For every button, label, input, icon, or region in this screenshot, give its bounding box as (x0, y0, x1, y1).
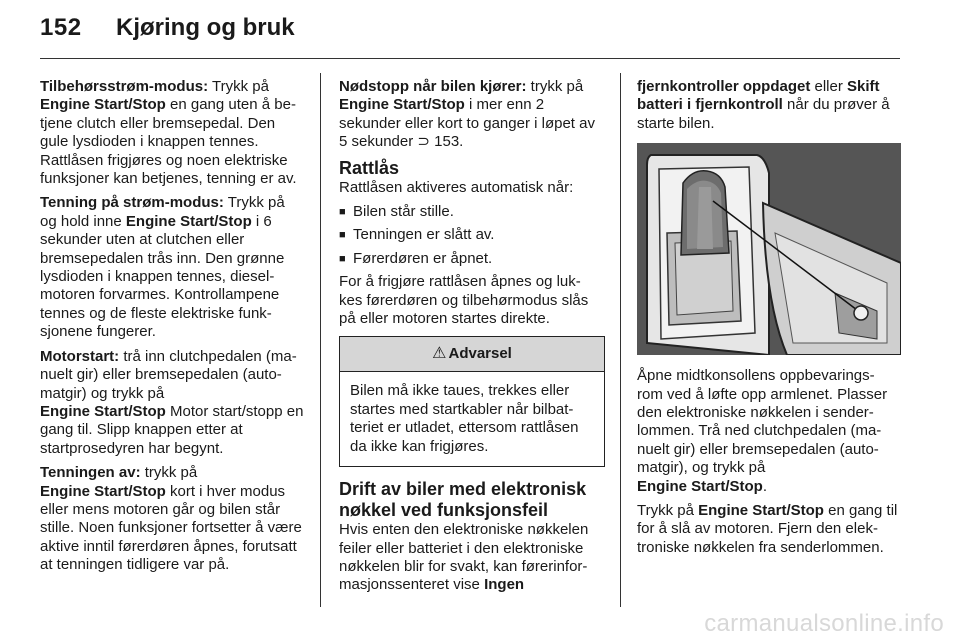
accessory-mode-paragraph: Tilbehørsstrøm-modus: Trykk på Engine Start/Stop en gang uten å be- tjene clutch eller bremsepedal. Den gule lysdioden i knappen tennes. Rattlåsen frigjøres og noen elektriske funksjoner kan betjenes, tenning er av. (40, 78, 297, 188)
engine-start-stop-label: Engine Start/Stop (40, 402, 166, 420)
engine-start-stop-label: Engine Start/Stop (339, 96, 465, 114)
engine-start-stop-label: Engine Start/Stop (698, 502, 824, 520)
page-reference-link[interactable]: 153. (429, 133, 464, 151)
emergency-stop-paragraph: Nødstopp når bilen kjører: trykk på Engine Start/Stop i mer enn 2 sekunder eller kort to ganger i løpet av 5 sekunder ⊃ 153. (339, 78, 595, 151)
warning-box (339, 336, 605, 467)
warning-text: Bilen må ikke taues, trekkes eller startes med startkabler når bilbat- teriet er utladet, ettersom rattlåsen da ikke kan frigjøres. (350, 382, 579, 455)
list-item: ■ Tenningen er slått av. (339, 226, 605, 244)
key-pocket-paragraph: Åpne midtkonsollens oppbevarings- rom ved å løfte opp armlenet. Plasser den elektroniske nøkkelen i sender- lommen. Trå ned clutchpedalen (ma- nuelt gir) eller bremsepedalen (auto- matgir), og trykk på Engine Start/Stop. (637, 367, 888, 495)
column-2 (339, 78, 605, 601)
steering-unlock-paragraph: For å frigjøre rattlåsen åpnes og luk- kes førerdøren og tilbehørmodus slås på eller motoren startes direkte. (339, 273, 589, 328)
page-number: 152 (40, 14, 82, 41)
page-title: Kjøring og bruk (116, 14, 295, 41)
engine-off-paragraph: Trykk på Engine Start/Stop en gang til for å slå av motoren. Fjern den elek- troniske nøkkelen fra senderlommen. (637, 502, 898, 556)
column-3 (637, 78, 902, 563)
engine-start-stop-label: Engine Start/Stop (637, 477, 763, 495)
message-paragraph: fjernkontroller oppdaget eller Skift batteri i fjernkontroll når du prøver å starte bilen. (637, 78, 890, 132)
engine-start-stop-label: Engine Start/Stop (125, 212, 252, 230)
watermark: carmanualsonline.info (704, 610, 944, 637)
list-item: ■ Førerdøren er åpnet. (339, 250, 605, 268)
steering-lock-intro: Rattlåsen aktiveres automatisk når: (339, 178, 574, 196)
ignition-off-paragraph: Tenningen av: trykk på Engine Start/Stop kort i hver modus eller mens motoren går og bilen står stille. Noen funksjoner fortsetter å være aktive inntil førerdøren åpnes, forutsatt at tenningen tidligere var på. (40, 464, 302, 574)
steering-lock-heading: Rattlås (339, 157, 400, 178)
engine-start-paragraph: Motorstart: trå inn clutchpedalen (ma- nuelt gir) eller bremsepedalen (auto- matgir) og trykk på Engine Start/Stop Motor start/stopp en gang til. Slipp knappen etter at startprosedyren har begynt. (40, 347, 304, 457)
emergency-stop-label: Nødstopp når bilen kjører: (339, 78, 527, 95)
electronic-key-failure-paragraph: Hvis enten den elektroniske nøkkelen feiler eller batteriet i den elektroniske nøkkelen blir for svakt, kan førerinfor- masjonssenteret vise Ingen (339, 521, 589, 594)
column-1 (40, 78, 304, 581)
engine-start-stop-label: Engine Start/Stop (40, 96, 166, 114)
key-pocket-illustration (637, 143, 901, 355)
list-item: ■ Bilen står stille. (339, 203, 605, 221)
engine-start-label: Motorstart: (40, 347, 120, 365)
warning-header (340, 337, 604, 372)
engine-start-stop-label: Engine Start/Stop (40, 482, 166, 500)
steering-lock-conditions (339, 203, 605, 268)
column-divider (620, 73, 621, 607)
page-reference-icon: ⊃ (417, 133, 430, 151)
warning-title: Advarsel (448, 345, 512, 363)
column-divider (320, 73, 321, 607)
electronic-key-failure-heading: Drift av biler med elektronisk nøkkel ved funksjonsfeil (339, 479, 587, 521)
accessory-mode-label: Tilbehørsstrøm-modus: (40, 78, 209, 95)
ignition-off-label: Tenningen av: (40, 464, 141, 482)
ignition-on-label: Tenning på strøm-modus: (40, 194, 224, 212)
ignition-on-paragraph: Tenning på strøm-modus: Trykk på og hold inne Engine Start/Stop i 6 sekunder uten at clutchen eller bremsepedalen trås inn. Den grønne lysdioden i knappen tennes, diesel- motoren forvarmes. Kontrollampene tennes og de fleste elektriske funk- sjonene fungerer. (40, 194, 285, 341)
header-rule (40, 58, 900, 59)
warning-icon: ⚠ (432, 345, 447, 363)
